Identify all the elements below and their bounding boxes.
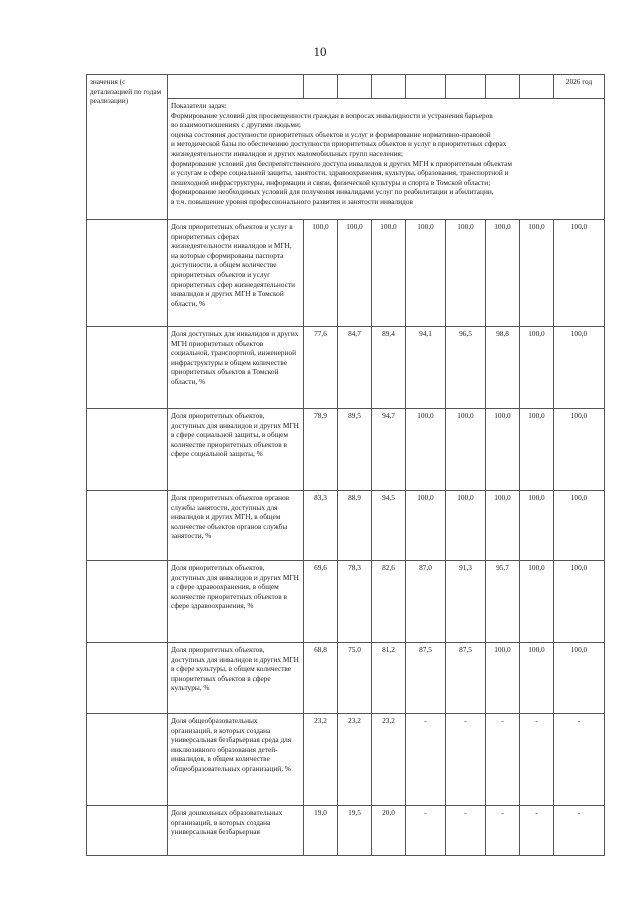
value-cell: - — [520, 714, 554, 806]
indicator-label: Доля общеобразовательных организаций, в которых создана универсальная безбарьерная среда для инклюзивного образования детей-инвалидов, в общем количестве общеобразовательных организаций, % — [168, 714, 304, 806]
value-cell: 19,0 — [304, 806, 338, 856]
value-cell: - — [486, 714, 520, 806]
value-cell: 100,0 — [520, 643, 554, 714]
value-cell: 100,0 — [446, 220, 486, 327]
value-cell: 87,5 — [406, 643, 446, 714]
value-cell: 100,0 — [554, 643, 605, 714]
value-cell: 23,2 — [372, 714, 406, 806]
value-cell: 89,4 — [372, 327, 406, 409]
value-cell: 23,2 — [338, 714, 372, 806]
header-empty-cell — [304, 75, 338, 99]
indicator-label: Доля доступных для инвалидов и других МГН приоритетных объектов социальной, транспортной, инженерной инфраструктуры в общем количестве приоритетных объектов в Томской области, % — [168, 327, 304, 409]
value-cell: 78,3 — [338, 561, 372, 643]
indicator-label: Доля приоритетных объектов, доступных для инвалидов и других МГН в сфере здравоохранения, в общем количестве приоритетных объектов в сфере здравоохранения, % — [168, 561, 304, 643]
value-cell: 100,0 — [486, 409, 520, 491]
value-cell: 100,0 — [304, 220, 338, 327]
table-row — [87, 806, 605, 856]
table-row — [87, 643, 605, 714]
value-cell: 69,6 — [304, 561, 338, 643]
value-cell: 100,0 — [446, 491, 486, 561]
value-cell: - — [406, 806, 446, 856]
tasks-line: Формирование условий для просвещенности граждан в вопросах инвалидности и устранения барьеров — [171, 110, 493, 120]
value-cell: 78,9 — [304, 409, 338, 491]
tasks-line: жизнедеятельности инвалидов и других маломобильных групп населения; — [171, 148, 403, 158]
value-cell: 100,0 — [554, 327, 605, 409]
value-cell: 23,2 — [304, 714, 338, 806]
value-cell: 100,0 — [554, 561, 605, 643]
header-empty-cell — [520, 75, 554, 99]
tasks-line: пешеходной инфраструктуры, информации и связи, физической культуры и спорта в Томской области; — [171, 177, 491, 187]
year-2026-header: 2026 год — [554, 75, 605, 99]
tasks-line: во взаимоотношениях с другими людьми; — [171, 120, 301, 130]
empty-cell — [87, 327, 168, 409]
tasks-title: Показатели задач: — [171, 101, 227, 110]
table-row — [87, 409, 605, 491]
value-cell: 94,1 — [406, 327, 446, 409]
value-cell: 100,0 — [338, 220, 372, 327]
header-empty-cell — [446, 75, 486, 99]
tasks-line: формирование условий для беспрепятственного доступа инвалидов и других МГН к приоритетным объектам — [171, 158, 513, 168]
tasks-line: оценка состояния доступности приоритетных объектов и услуг и формирование нормативно-правовой — [171, 129, 491, 139]
value-cell: 100,0 — [486, 220, 520, 327]
value-cell: 68,8 — [304, 643, 338, 714]
value-cell: 100,0 — [520, 409, 554, 491]
value-cell: 75,0 — [338, 643, 372, 714]
indicator-label: Доля приоритетных объектов, доступных для инвалидов и других МГН в сфере культуры, в общем количестве приоритетных объектов в сфере культуры, % — [168, 643, 304, 714]
value-cell: 82,6 — [372, 561, 406, 643]
empty-cell — [87, 561, 168, 643]
tasks-line: и услугам в сфере социальной защиты, занятости, здравоохранения, культуры, образования, транспортной и — [171, 168, 509, 178]
value-cell: - — [554, 714, 605, 806]
tasks-line: в т.ч. повышение уровня профессионального развития и занятости инвалидов — [171, 196, 413, 206]
value-cell: 84,7 — [338, 327, 372, 409]
indicators-table — [86, 74, 605, 856]
value-cell: - — [406, 714, 446, 806]
value-cell: 96,5 — [446, 327, 486, 409]
indicator-label: Доля приоритетных объектов органов службы занятости, доступных для инвалидов и других МГН, в общем количестве объектов органов службы занятости, % — [168, 491, 304, 561]
value-cell: - — [446, 714, 486, 806]
value-cell: 89,5 — [338, 409, 372, 491]
value-cell: 100,0 — [554, 409, 605, 491]
value-cell: 83,3 — [304, 491, 338, 561]
empty-cell — [87, 220, 168, 327]
value-cell: 94,7 — [372, 409, 406, 491]
page-number: 10 — [313, 44, 327, 59]
value-cell: 87,5 — [446, 643, 486, 714]
header-empty-cell — [372, 75, 406, 99]
value-cell: 100,0 — [406, 409, 446, 491]
value-cell: 100,0 — [520, 327, 554, 409]
value-cell: 94,5 — [372, 491, 406, 561]
value-cell: 19,5 — [338, 806, 372, 856]
value-cell: 100,0 — [554, 220, 605, 327]
value-cell: 100,0 — [520, 561, 554, 643]
table-row — [87, 327, 605, 409]
empty-cell — [87, 806, 168, 856]
value-cell: - — [446, 806, 486, 856]
value-cell: 100,0 — [446, 409, 486, 491]
value-cell: 100,0 — [486, 643, 520, 714]
value-cell: - — [486, 806, 520, 856]
table-row — [87, 220, 605, 327]
table-row — [87, 561, 605, 643]
tasks-line: и методической базы по обеспечению доступности приоритетных объектов и услуг в приоритетных сферах — [171, 139, 507, 149]
value-cell: 100,0 — [406, 220, 446, 327]
empty-cell — [87, 409, 168, 491]
tasks-line: формирование необходимых условий для получения инвалидами услуг по реабилитации и абилитации, — [171, 187, 494, 197]
header-row — [87, 75, 605, 99]
value-cell: 100,0 — [520, 220, 554, 327]
empty-cell — [87, 643, 168, 714]
header-empty-cell — [406, 75, 446, 99]
value-cell: - — [554, 806, 605, 856]
value-cell: 91,3 — [446, 561, 486, 643]
header-empty-cell — [338, 75, 372, 99]
table-row — [87, 714, 605, 806]
value-cell: 100,0 — [406, 491, 446, 561]
tasks-cell — [168, 99, 605, 220]
indicator-label: Доля приоритетных объектов, доступных для инвалидов и других МГН в сфере социальной защиты, в общем количестве приоритетных объектов в сфере социальной защиты, % — [168, 409, 304, 491]
value-cell: 100,0 — [372, 220, 406, 327]
empty-cell — [87, 714, 168, 806]
value-cell: 95,7 — [486, 561, 520, 643]
value-cell: 100,0 — [486, 491, 520, 561]
value-cell: 81,2 — [372, 643, 406, 714]
value-cell: 98,8 — [486, 327, 520, 409]
value-cell: 87,0 — [406, 561, 446, 643]
values-by-year-cell: значения (с детализацией по годам реализации) — [87, 75, 168, 220]
empty-cell — [87, 491, 168, 561]
value-cell: 88,9 — [338, 491, 372, 561]
value-cell: 77,6 — [304, 327, 338, 409]
table-row — [87, 491, 605, 561]
header-empty-cell — [168, 75, 304, 99]
value-cell: - — [520, 806, 554, 856]
indicator-label: Доля дошкольных образовательных организаций, в которых создана универсальная безбарьерная — [168, 806, 304, 856]
value-cell: 20,0 — [372, 806, 406, 856]
header-empty-cell — [486, 75, 520, 99]
value-cell: 100,0 — [554, 491, 605, 561]
indicator-label: Доля приоритетных объектов и услуг в приоритетных сферах жизнедеятельности инвалидов и МГН, на которые сформированы паспорта доступности, в общем количестве приоритетных объектов и услуг приоритетных сфер жизнедеятельности инвалидов и других МГН в Томской области, % — [168, 220, 304, 327]
value-cell: 100,0 — [520, 491, 554, 561]
